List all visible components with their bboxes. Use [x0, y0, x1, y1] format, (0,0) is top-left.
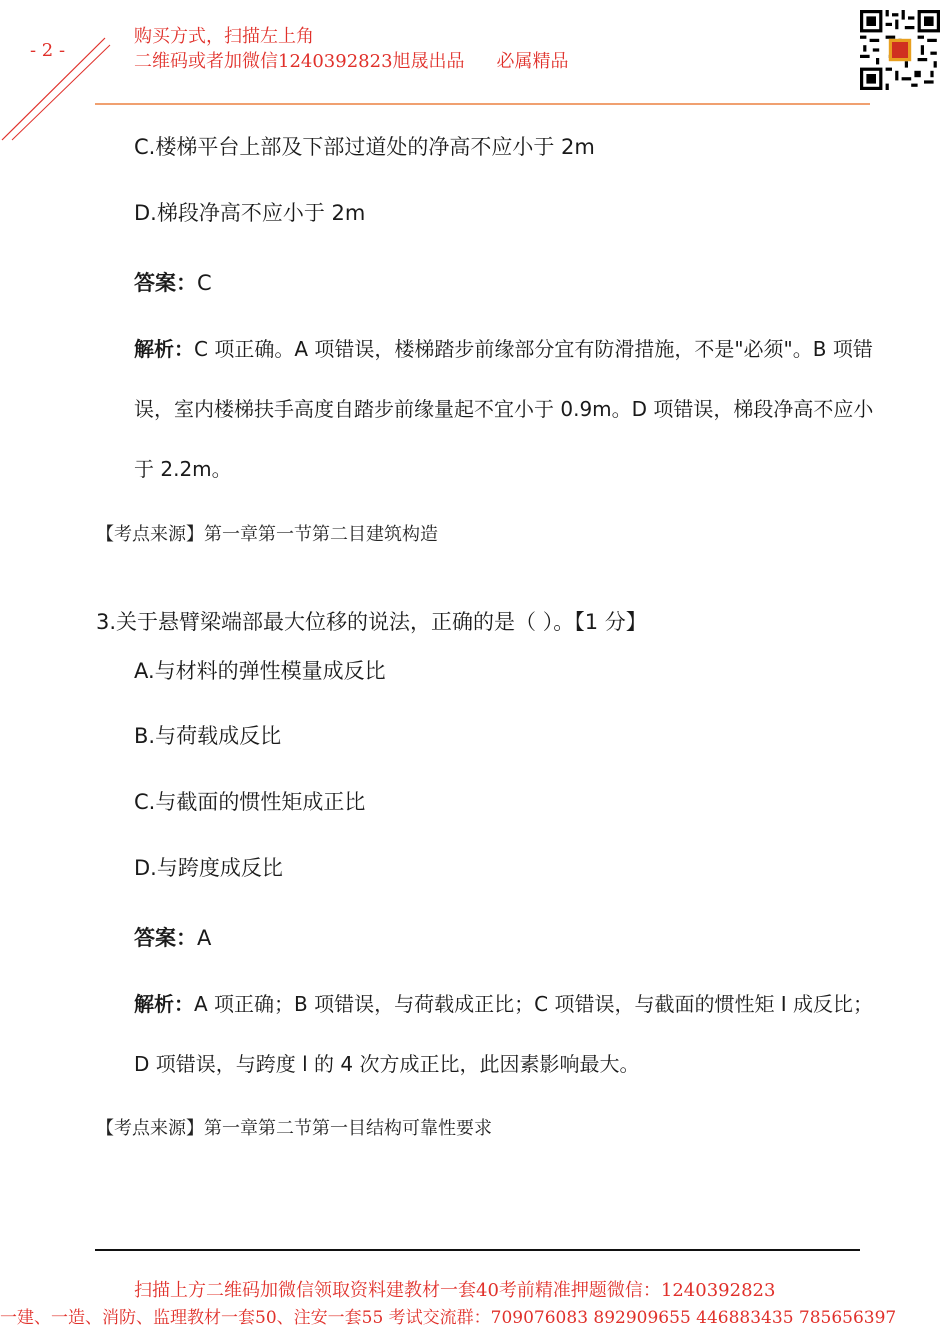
corner-decoration	[0, 0, 120, 150]
q3-analysis-line2: D 项错误，与跨度 l 的 4 次方成正比，此因素影响最大。	[134, 1052, 640, 1076]
footer-line2: 一建、一造、消防、监理教材一套50、注安一套55 考试交流群：709076083 892909655 446883435 785656397	[0, 1308, 897, 1328]
qr-code-icon	[860, 10, 940, 90]
footer-divider	[95, 1249, 860, 1251]
header-brand-text: 旭晟出品	[392, 51, 465, 72]
header-slogan-text: 必属精品	[496, 51, 569, 72]
header-divider	[95, 103, 870, 105]
q3-analysis-text1: A 项正确；B 项错误，与荷载成正比；C 项错误，与截面的惯性矩 I 成反比；	[194, 992, 874, 1016]
q2-option-c: C.楼梯平台上部及下部过道处的净高不应小于 2m	[134, 135, 595, 159]
q2-answer-value: C	[197, 271, 212, 295]
q2-analysis-label: 解析：	[134, 337, 194, 361]
q3-answer	[134, 922, 211, 952]
q2-analysis-line2: 误，室内楼梯扶手高度自踏步前缘量起不宜小于 0.9m。D 项错误，梯段净高不应小	[134, 397, 874, 421]
q3-analysis-line1	[134, 988, 873, 1017]
q2-option-d: D.梯段净高不应小于 2m	[134, 201, 366, 225]
q3-option-a: A.与材料的弹性模量成反比	[134, 659, 386, 683]
header-contact-line	[134, 47, 569, 73]
q2-analysis-text1: C 项正确。A 项错误，楼梯踏步前缘部分宜有防滑措施，不是"必须"。B 项错	[194, 337, 873, 361]
q2-analysis-line3: 于 2.2m。	[134, 457, 232, 481]
q3-answer-value: A	[197, 926, 212, 950]
q3-source: 【考点来源】第一章第二节第一目结构可靠性要求	[96, 1118, 492, 1139]
footer-line1: 扫描上方二维码加微信领取资料建教材一套40考前精准押题微信：1240392823	[134, 1280, 776, 1301]
page-number: - 2 -	[30, 40, 66, 61]
q3-answer-label: 答案：	[134, 926, 197, 950]
q3-option-c: C.与截面的惯性矩成正比	[134, 790, 366, 814]
header-wechat-text: 二维码或者加微信1240392823	[134, 51, 393, 72]
q3-option-b: B.与荷载成反比	[134, 724, 282, 748]
q2-answer	[134, 267, 212, 297]
q3-option-d: D.与跨度成反比	[134, 856, 283, 880]
q3-question: 3.关于悬臂梁端部最大位移的说法，正确的是（ ）。【1 分】	[96, 610, 647, 634]
header-purchase-line: 购买方式，扫描左上角	[134, 26, 314, 47]
q2-analysis-line1	[134, 333, 873, 362]
q2-source: 【考点来源】第一章第一节第二目建筑构造	[96, 524, 438, 545]
q3-analysis-label: 解析：	[134, 992, 194, 1016]
q2-answer-label: 答案：	[134, 271, 197, 295]
